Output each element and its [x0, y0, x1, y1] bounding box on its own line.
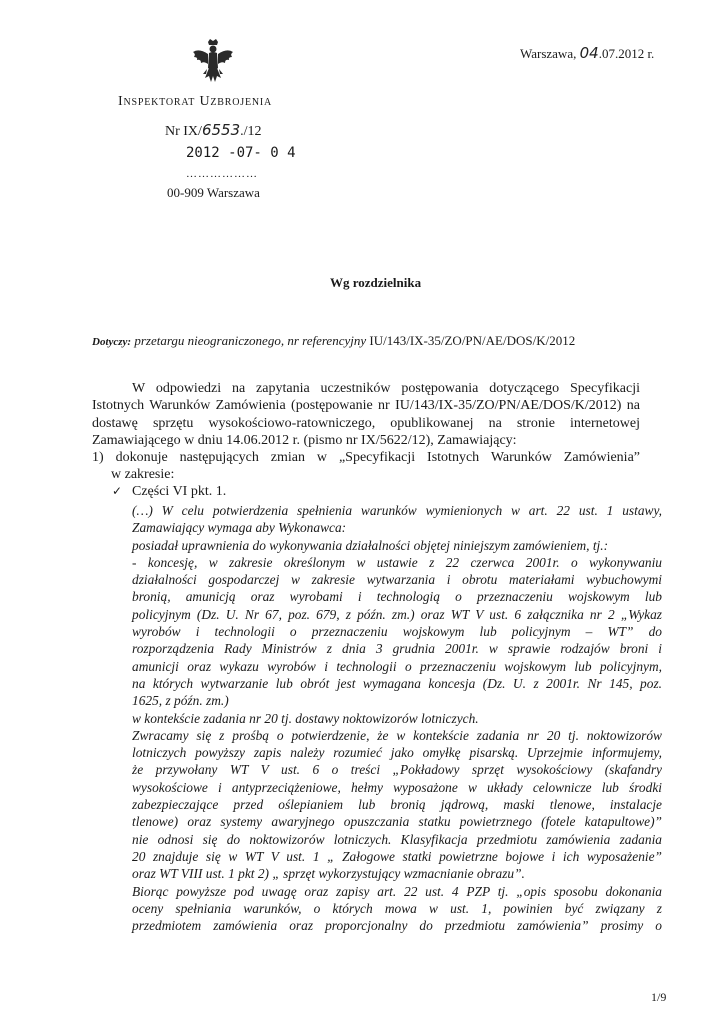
subject-reference: IU/143/IX-35/ZO/PN/AE/DOS/K/2012 [369, 333, 576, 348]
page-number: 1/9 [651, 990, 667, 1004]
subject-label: Dotyczy: [92, 336, 132, 348]
quoted-line: 1625, z późn. zm.) [132, 693, 229, 709]
intro-line: W odpowiedzi na zapytania uczestników postępowania dotyczącego Specyfikacji [132, 381, 640, 396]
place-date [520, 44, 654, 62]
number-suffix: ./12 [240, 124, 262, 139]
quoted-line: (…) W celu potwierdzenia spełnienia warunków wymienionych w art. 22 ust. 1 ustawy, [132, 503, 662, 518]
quoted-line: działalności gospodarczej w zakresie wytwarzania i obrotu materiałami wybuchowymi [132, 572, 662, 588]
recipient: Wg rozdzielnika [330, 275, 422, 290]
handwritten-day: 04 [579, 44, 599, 62]
quoted-line: że przywołany WT V ust. 6 o treści „Pokładowy sprzęt wysokościowy (skafandry [132, 762, 662, 778]
quoted-line: rozporządzenia Rady Ministrów z dnia 3 grudnia 2001r. w sprawie rodzajów broni i [132, 641, 662, 657]
handwritten-number: 6553 [201, 121, 241, 139]
quoted-line: wyrobów i technologii o przeznaczeniu wojskowym lub policyjnym – WT” do [132, 624, 662, 640]
eagle-emblem-icon [191, 38, 235, 88]
month-year: .07.2012 r. [598, 46, 655, 61]
quoted-line: - koncesję, w zakresie określonym w ustawie z 22 czerwca 2001r. o wykonywaniu [132, 554, 662, 570]
number-prefix: Nr IX/ [165, 124, 202, 139]
intro-line: Zamawiającego w dniu 14.06.2012 r. (pismo nr IX/5622/12), Zamawiający: [92, 432, 517, 448]
quoted-line: bronią, amunicją oraz wyrobami i technologią o przeznaczeniu wojskowym lub [132, 589, 662, 605]
quoted-line: zabezpieczające przed oślepianiem lub bronią jądrową, maski tlenowe, instalacje [132, 797, 662, 813]
quoted-line: przedmiotem zamówienia oraz proporcjonalny do przedmiotu zamówienia” prosimy o [132, 918, 662, 934]
quoted-line: 20 znajduje się w WT V ust. 1 „ Załogowe statki powietrzne bojowe i ich wyposażenie” [132, 848, 662, 864]
quoted-line: Zwracamy się z prośbą o potwierdzenie, że w kontekście zadania nr 20 tj. noktowizorów [132, 727, 662, 743]
date-stamp: 2012 -07- 0 4 [186, 145, 296, 161]
quoted-line: posiadał uprawnienia do wykonywania działalności objętej niniejszym zamówieniem, tj.: [132, 537, 609, 553]
quoted-text [132, 502, 662, 934]
quoted-line: w kontekście zadania nr 20 tj. dostawy noktowizorów lotniczych. [132, 710, 479, 726]
intro-paragraph [92, 380, 640, 449]
checkmark-icon: ✓ [112, 484, 123, 498]
quoted-line: lotniczych powyższy zapis należy rozumieć jako omyłkę pisarską. Uprzejmie informujemy, [132, 745, 662, 761]
quoted-line: Zamawiający wymaga aby Wykonawca: [132, 520, 347, 536]
institution-name: Inspektorat Uzbrojenia [118, 94, 273, 109]
quoted-line: na których wytwarzanie lub obrót jest wymagana koncesja (Dz. U. z 2001r. Nr 145, poz. [132, 675, 662, 691]
check-item [112, 484, 226, 500]
point-1-line: 1) dokonuje następujących zmian w „Specyfikacji Istotnych Warunków Zamówienia” [92, 450, 640, 465]
quoted-line: amunicji oraz wykazu wyrobów i technologii o przeznaczeniu wojskowym lub policyjnym, [132, 658, 662, 674]
dotted-line: ……………… [186, 168, 258, 180]
quoted-line: tlenowe) oraz systemy awaryjnego opuszczania statku powietrznego (fotele katapultowe)” [132, 814, 662, 830]
point-1 [92, 449, 640, 484]
subject-line [92, 333, 575, 349]
intro-line: dostawę sprzętu wysokościowo-ratowniczego, opublikowanej na stronie internetowej [92, 415, 640, 431]
check-item-text: Części VI pkt. 1. [132, 484, 227, 499]
point-1-line: w zakresie: [111, 467, 175, 483]
quoted-line: policyjnym (Dz. U. Nr 67, poz. 679, z późn. zm.) oraz WT V ust. 6 załącznika nr 2 „Wykaz [132, 606, 662, 622]
intro-line: Istotnych Warunków Zamówienia (postępowanie nr IU/143/IX-35/ZO/PN/AE/DOS/K/2012) na [92, 398, 640, 414]
quoted-line: oraz WT VIII ust. 1 pkt 2) „ sprzęt wykorzystujący wzmacnianie obrazu”. [132, 866, 525, 882]
place-label: Warszawa, [520, 46, 577, 61]
subject-text: przetargu nieograniczonego, nr referencyjny [134, 333, 367, 348]
quoted-line: wysokościowe i antyprzeciążeniowe, hełmy wyposażone w układy celownicze lub środki [132, 779, 662, 795]
quoted-line: nie odnosi się do noktowizorów lotniczych. Klasyfikacja przedmiotu zamówienia zadania [132, 831, 662, 847]
postal-address: 00-909 Warszawa [167, 185, 260, 200]
quoted-line: Biorąc powyższe pod uwagę oraz zapisy art. 22 ust. 4 PZP tj. „opis sposobu dokonania [132, 883, 662, 899]
quoted-line: oceny spełniania warunków, o których mowa w ust. 1, powinien być związany z [132, 900, 662, 916]
document-number [165, 121, 262, 140]
